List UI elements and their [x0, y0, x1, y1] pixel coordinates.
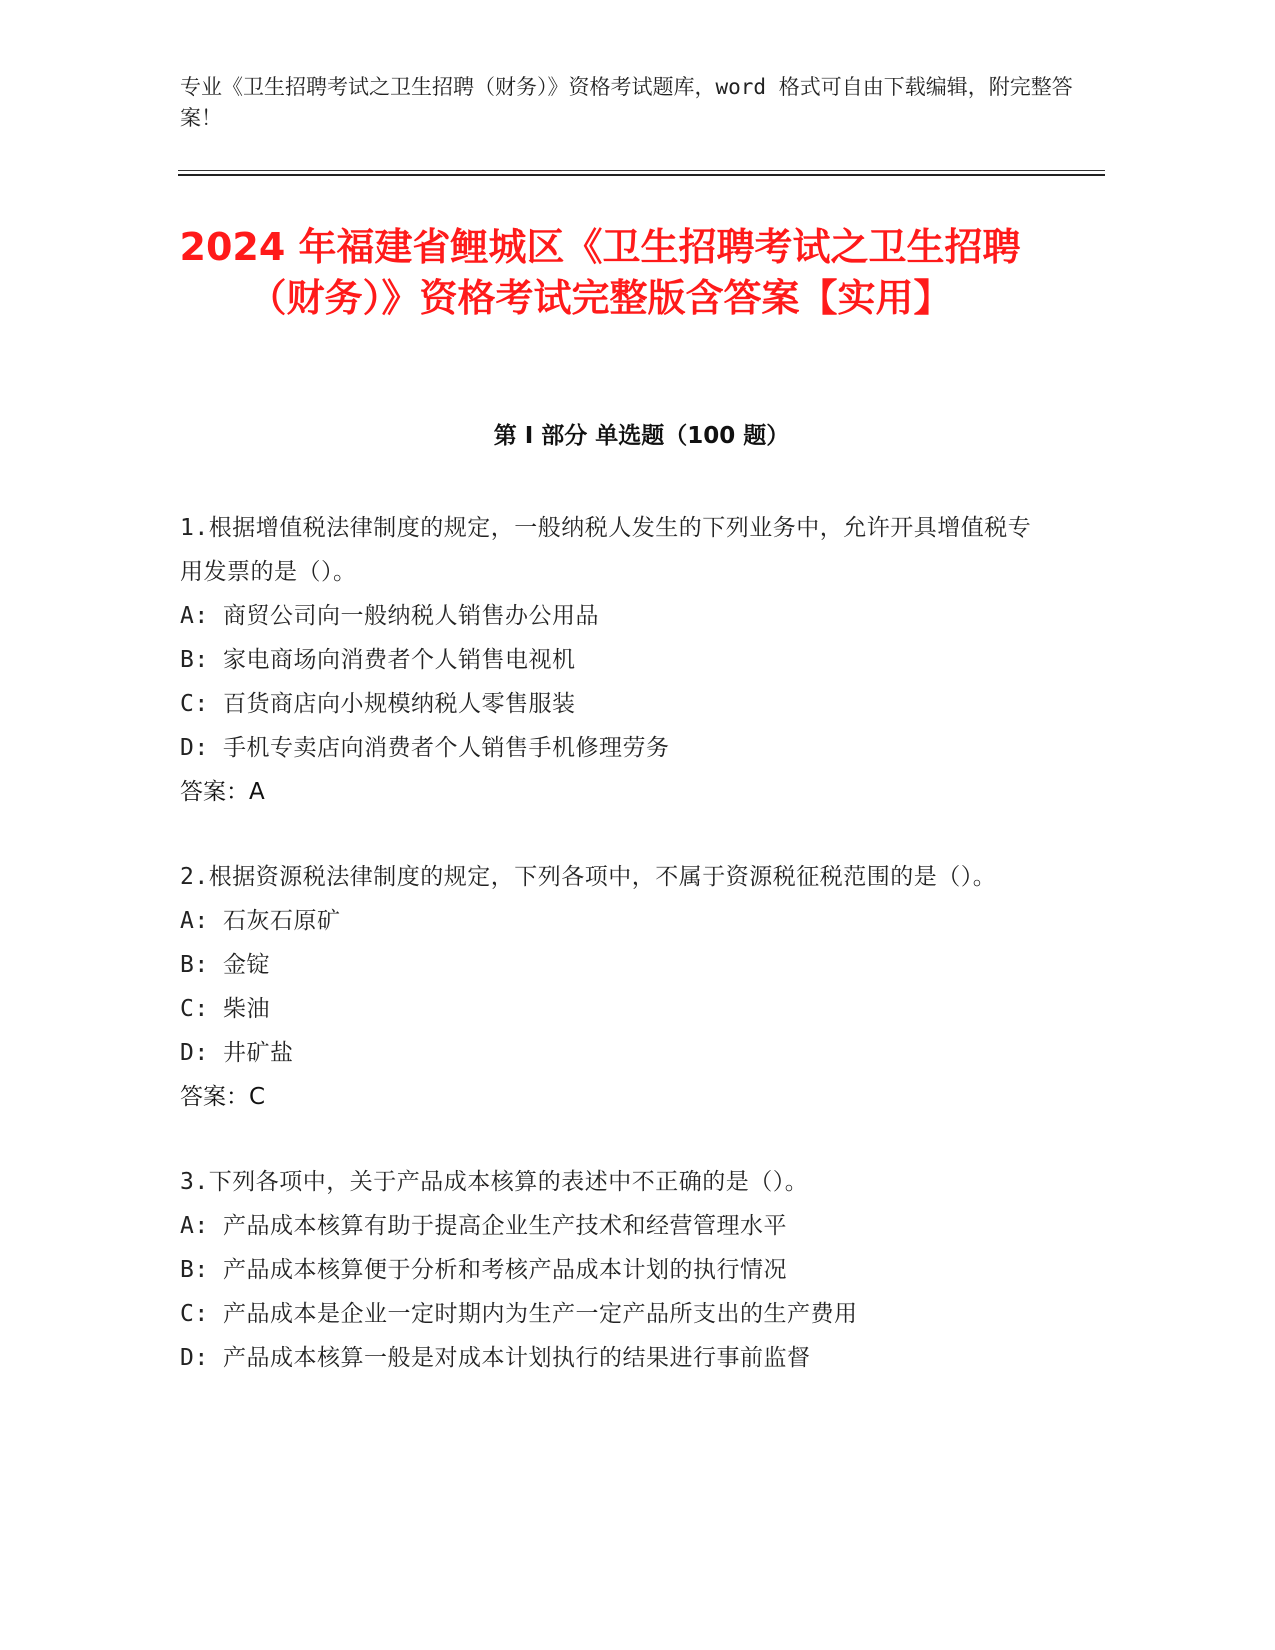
option-c: C: 柴油	[180, 996, 271, 1022]
question-stem: 1.根据增值税法律制度的规定，一般纳税人发生的下列业务中，允许开具增值税专用发票的是（）。	[180, 515, 1032, 585]
option-b: B: 金锭	[180, 952, 271, 978]
header-rule-thick	[178, 174, 1105, 176]
question-1	[180, 506, 1040, 814]
option-b: B: 产品成本核算便于分析和考核产品成本计划的执行情况	[180, 1257, 788, 1283]
option-a: A: 商贸公司向一般纳税人销售办公用品	[180, 603, 600, 629]
document-title: 2024 年福建省鲤城区《卫生招聘考试之卫生招聘（财务）》资格考试完整版含答案【实用】	[179, 225, 1021, 320]
option-a: A: 石灰石原矿	[180, 908, 341, 934]
question-3	[180, 1160, 1040, 1380]
answer-line: 答案：C	[180, 1084, 266, 1110]
question-list	[180, 506, 1040, 1421]
header-note: 专业《卫生招聘考试之卫生招聘（财务）》资格考试题库，word 格式可自由下载编辑，附完整答案！	[180, 75, 1073, 130]
option-d: D: 手机专卖店向消费者个人销售手机修理劳务	[180, 735, 670, 761]
option-d: D: 井矿盐	[180, 1040, 294, 1066]
answer-line: 答案：A	[180, 779, 265, 805]
question-2	[180, 855, 1040, 1119]
option-d: D: 产品成本核算一般是对成本计划执行的结果进行事前监督	[180, 1345, 811, 1371]
option-c: C: 产品成本是企业一定时期内为生产一定产品所支出的生产费用	[180, 1301, 858, 1327]
question-stem: 2.根据资源税法律制度的规定，下列各项中，不属于资源税征税范围的是（）。	[180, 864, 997, 890]
option-a: A: 产品成本核算有助于提高企业生产技术和经营管理水平	[180, 1213, 788, 1239]
header-rule-thin	[178, 170, 1105, 171]
question-stem: 3.下列各项中，关于产品成本核算的表述中不正确的是（）。	[180, 1169, 809, 1195]
option-b: B: 家电商场向消费者个人销售电视机	[180, 647, 576, 673]
section-heading: 第 I 部分 单选题（100 题）	[493, 423, 790, 449]
option-c: C: 百货商店向小规模纳税人零售服装	[180, 691, 576, 717]
